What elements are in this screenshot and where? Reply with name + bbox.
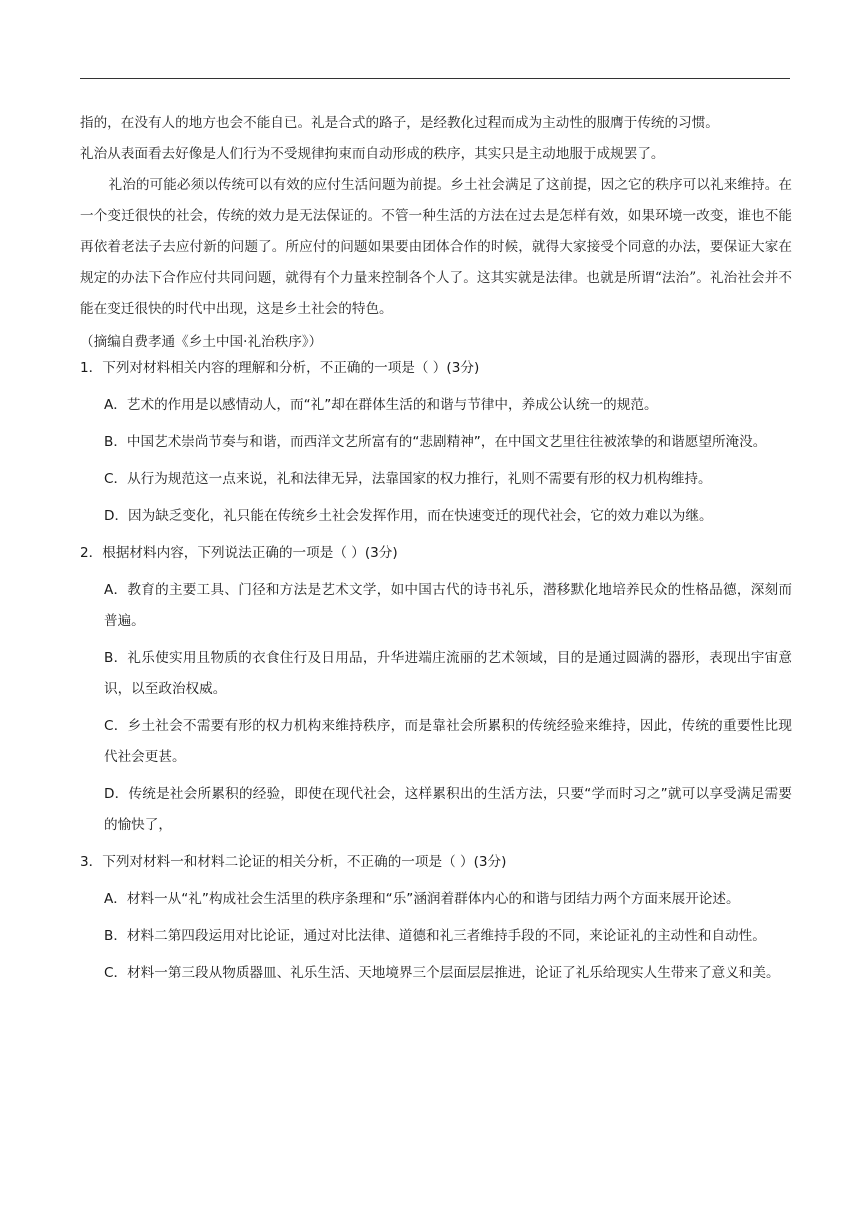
- option-d: D．传统是社会所累积的经验，即使在现代社会，这样累积出的生活方法，只要“学而时习之”就可以享受满足需要的愉快了，: [104, 786, 792, 833]
- option-a: A．教育的主要工具、门径和方法是艺术文学，如中国古代的诗书礼乐，潜移默化地培养民众的性格品德，深刻而普遍。: [104, 582, 792, 629]
- option-b: B．材料二第四段运用对比论证，通过对比法律、道德和礼三者维持手段的不同，来论证礼的主动性和自动性。: [104, 928, 766, 944]
- option-a: A．材料一从“礼”构成社会生活里的秩序条理和“乐”涵润着群体内心的和谐与团结力两个方面来展开论述。: [104, 891, 740, 907]
- reading-passage: [80, 108, 792, 358]
- option-c: C．从行为规范这一点来说，礼和法律无异，法靠国家的权力推行，礼则不需要有形的权力机构维持。: [104, 471, 712, 487]
- question-3: [80, 847, 792, 989]
- header-rule: [80, 78, 790, 79]
- question-stem: 3．下列对材料一和材料二论证的相关分析，不正确的一项是（ ）(3分): [80, 854, 507, 870]
- question-stem: 2．根据材料内容，下列说法正确的一项是（ ）(3分): [80, 545, 398, 561]
- question-list: [80, 353, 792, 995]
- question-2: [80, 538, 792, 841]
- passage-line: 指的，在没有人的地方也会不能自已。礼是合式的路子，是经教化过程而成为主动性的服膺于传统的习惯。: [80, 115, 719, 131]
- option-c: C．材料一第三段从物质器皿、礼乐生活、天地境界三个层面层层推进，论证了礼乐给现实人生带来了意义和美。: [104, 965, 780, 981]
- passage-source: （摘编自费孝通《乡土中国·礼治秩序》）: [80, 334, 323, 350]
- question-1: [80, 353, 792, 532]
- passage-paragraph: 礼治的可能必须以传统可以有效的应付生活问题为前提。乡土社会满足了这前提，因之它的秩序可以礼来维持。在一个变迁很快的社会，传统的效力是无法保证的。不管一种生活的方法在过去是怎样有效，如果环境一改变，谁也不能再依着老法子去应付新的问题了。所应付的问题如果要由团体合作的时候，就得大家接受个同意的办法，要保证大家在规定的办法下合作应付共同问题，就得有个力量来控制各个人了。这其实就是法律。也就是所谓“法治”。礼治社会并不能在变迁很快的时代中出现，这是乡土社会的特色。: [80, 177, 792, 317]
- option-c: C．乡土社会不需要有形的权力机构来维持秩序，而是靠社会所累积的传统经验来维持，因此，传统的重要性比现代社会更甚。: [104, 718, 792, 765]
- option-b: B．中国艺术崇尚节奏与和谐，而西洋文艺所富有的“悲剧精神”，在中国文艺里往往被浓挚的和谐愿望所淹没。: [104, 434, 767, 450]
- passage-line: 礼治从表面看去好像是人们行为不受规律拘束而自动形成的秩序，其实只是主动地服于成规罢了。: [80, 146, 665, 162]
- option-d: D．因为缺乏变化，礼只能在传统乡土社会发挥作用，而在快速变迁的现代社会，它的效力难以为继。: [104, 508, 713, 524]
- question-stem: 1．下列对材料相关内容的理解和分析，不正确的一项是（ ）(3分): [80, 360, 480, 376]
- option-a: A．艺术的作用是以感情动人，而“礼”却在群体生活的和谐与节律中，养成公认统一的规范。: [104, 397, 658, 413]
- option-b: B．礼乐使实用且物质的衣食住行及日用品，升华进端庄流丽的艺术领域，目的是通过圆满的器形，表现出宇宙意识，以至政治权威。: [104, 650, 792, 697]
